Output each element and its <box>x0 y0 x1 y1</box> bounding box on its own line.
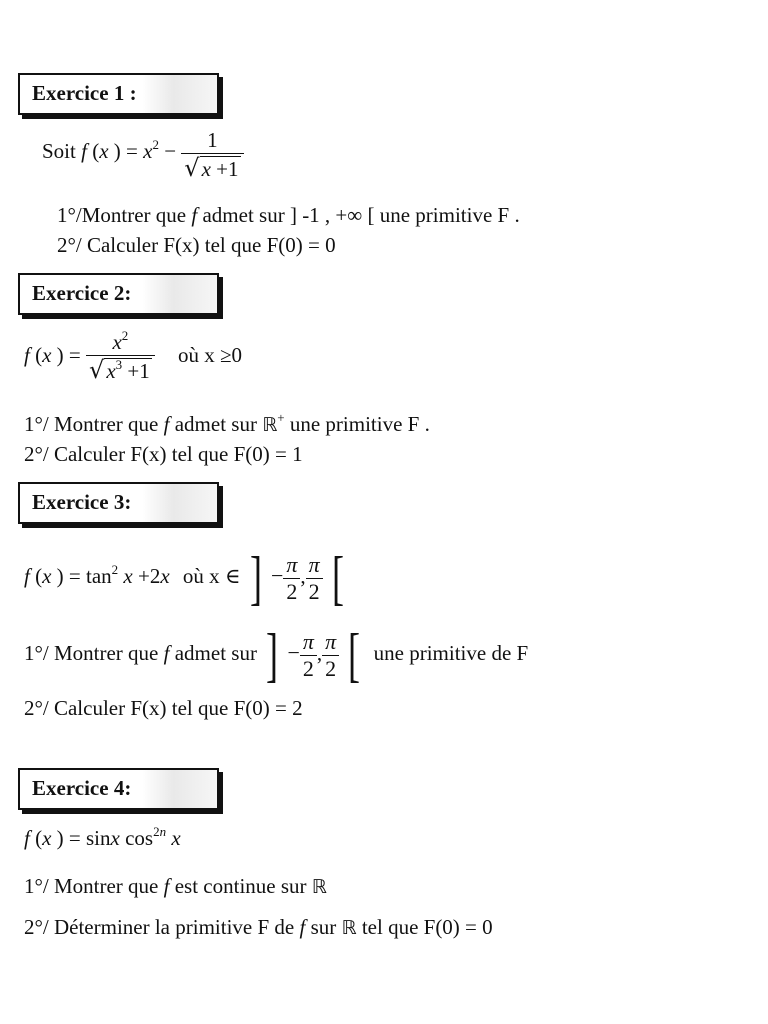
exercise-4-title: Exercice 4: <box>32 776 132 800</box>
exercise-3-title: Exercice 3: <box>32 490 132 514</box>
exercise-4-question-1: 1°/ Montrer que f est continue sur ℝ <box>24 874 327 898</box>
exercise-4-title-box <box>18 768 219 810</box>
exercise-1-title: Exercice 1 : <box>32 81 137 105</box>
exercise-3-question-1: 1°/ Montrer que f admet sur ] − $\frac{\pi}{2}$ , $\frac{\pi}{2}$ [ une primitive de F <box>24 622 529 688</box>
exercise-1-function: Soit f (x ) = $x^2$ − $\frac{1}{√x +1}$ <box>42 128 244 182</box>
exercise-2-function: f (x ) = $\frac{x^2}{√x^3 +1}$ où x ≥0 <box>24 328 243 384</box>
exercise-3-title-box <box>18 482 219 524</box>
exercise-1-title-box <box>18 73 219 115</box>
exercise-2-title-box <box>18 273 219 315</box>
exercise-4-function: f (x ) = sinx $\cos^{2n} x$ <box>24 824 181 850</box>
exercise-4-question-2: 2°/ Déterminer la primitive F de f sur ℝ tel que F(0) = 0 <box>24 915 493 939</box>
exercise-1-question-1: 1°/Montrer que f admet sur ] -1 , +∞ [ une primitive F . <box>57 203 520 227</box>
exercise-3-function: f (x ) = $\tan^2 x +2x$ où x ∈ ] − $\frac{\pi}{2}$ , $\frac{\pi}{2}$ [ <box>24 545 344 611</box>
exercise-1-question-2: 2°/ Calculer F(x) tel que F(0) = 0 <box>57 233 336 257</box>
exercise-2-question-2: 2°/ Calculer F(x) tel que F(0) = 1 <box>24 442 303 466</box>
exercise-3-question-2: 2°/ Calculer F(x) tel que F(0) = 2 <box>24 696 303 720</box>
exercise-2-title: Exercice 2: <box>32 281 132 305</box>
exercise-2-question-1: 1°/ Montrer que f admet sur ℝ+ une primitive F . <box>24 410 430 436</box>
